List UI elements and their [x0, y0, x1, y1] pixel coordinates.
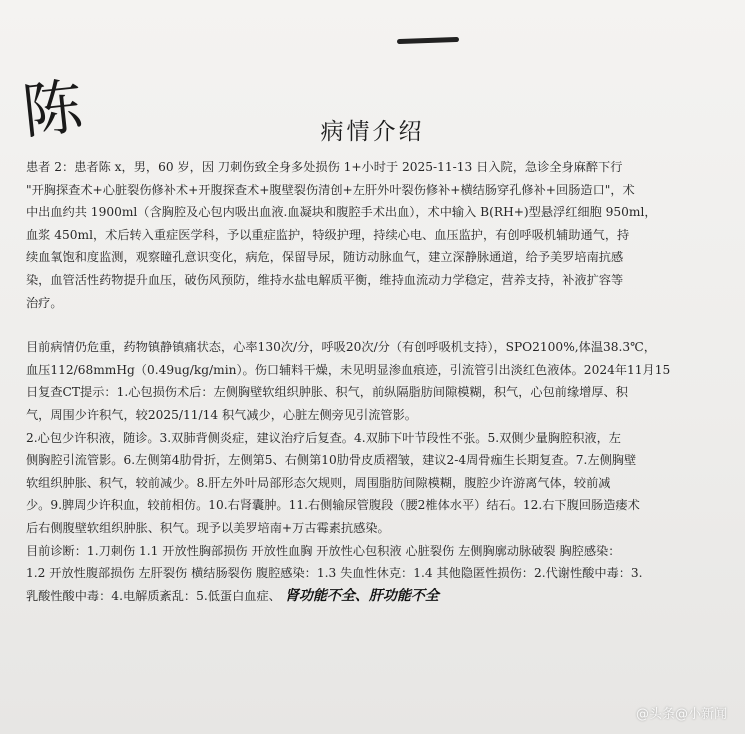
paragraph-line: 患者 2：患者陈 x，男，60 岁，因 刀刺伤致全身多处损伤 1+小时于 2025-11-13 日入院，急诊全身麻醉下行 [26, 160, 623, 174]
paragraph-line: 目前病情仍危重，药物镇静镇痛状态，心率130次/分，呼吸20次/分（有创呼吸机支持），SPO2100%,体温38.3℃， [26, 340, 656, 355]
document-body [26, 156, 726, 607]
handwritten-diagnosis: 肾功能不全、肝功能不全 [284, 587, 439, 604]
diagnosis-line: 目前诊断：1.刀刺伤 1.1 开放性胸部损伤 开放性血胸 开放性心包积液 心脏裂伤 左侧胸廓动脉破裂 胸腔感染： [26, 543, 621, 558]
diagnosis-last-text: 乳酸性酸中毒：4.电解质紊乱：5.低蛋白血症、 [26, 588, 281, 603]
watermark: @头条@小新闻 [635, 707, 727, 722]
paragraph-line: 血浆 450ml，术后转入重症医学科，予以重症监护，特级护理，持续心电、血压监护，有创呼吸机辅助通气，持 [26, 227, 630, 242]
paragraph-line: 少。9.脾周少许积血，较前相仿。10.右肾囊肿。11.右侧输尿管腹段（腰2椎体水平）结石。12.右下腹回肠造瘘术 [26, 498, 640, 513]
paragraph-line: 侧胸腔引流管影。6.左侧第4肋骨折，左侧第5、右侧第10肋骨皮质褶皱，建议2-4周骨痂生长期复查。7.左侧胸壁 [26, 453, 637, 468]
paragraph-line: 续血氧饱和度监测，观察瞳孔意识变化，病危，保留导尿，随访动脉血气，建立深静脉通道，给予美罗培南抗感 [26, 250, 624, 265]
handwritten-name: 陈 [19, 72, 87, 148]
paragraph-gap [26, 314, 726, 336]
paragraph-line: 染，血管活性药物提升血压，破伤风预防，维持水盐电解质平衡，维持血流动力学稳定，营养支持，补液扩容等 [26, 272, 624, 287]
paragraph-line: 日复查CT提示：1.心包损伤术后：左侧胸壁软组织肿胀、积气，前纵隔脂肪间隙模糊，积气，心包前缘增厚、积 [26, 385, 628, 400]
paragraph-line: 中出血约共 1900ml（含胸腔及心包内吸出血液.血凝块和腹腔手术出血），术中输入 B(RH+)型悬浮红细胞 950ml， [26, 205, 657, 220]
paragraph-line: 2.心包少许积液，随诊。3.双肺背侧炎症，建议治疗后复查。4.双肺下叶节段性不张。5.双侧少量胸腔积液，左 [26, 430, 621, 445]
paragraph-line: 血压112/68mmHg（0.49ug/kg/min）。伤口辅料干燥，未见明显渗血痕迹，引流管引出淡红色液体。2024年11月15 [26, 362, 671, 377]
handwritten-stroke [397, 37, 459, 44]
page-title: 病情介绍 [320, 119, 425, 145]
paragraph-line: 软组织肿胀、积气，较前减少。8.肝左外叶局部形态欠规则，周围脂肪间隙模糊，腹腔少许游离气体，较前减 [26, 475, 611, 490]
paragraph-line: 气，周围少许积气，较2025/11/14 积气减少，心脏左侧旁见引流管影。 [26, 407, 417, 422]
diagnosis-line: 1.2 开放性腹部损伤 左肝裂伤 横结肠裂伤 腹腔感染：1.3 失血性休克：1.4 其他隐匿性损伤：2.代谢性酸中毒：3. [26, 566, 643, 581]
paragraph-line: 后右侧腹壁软组织肿胀、积气。现予以美罗培南+万古霉素抗感染。 [26, 520, 390, 535]
paragraph-line: 治疗。 [26, 295, 63, 310]
diagnosis-line [26, 585, 726, 608]
paragraph-line: "开胸探查术+心脏裂伤修补术+开腹探查术+腹壁裂伤清创+左肝外叶裂伤修补+横结肠穿孔修补+回肠造口"，术 [26, 182, 635, 197]
